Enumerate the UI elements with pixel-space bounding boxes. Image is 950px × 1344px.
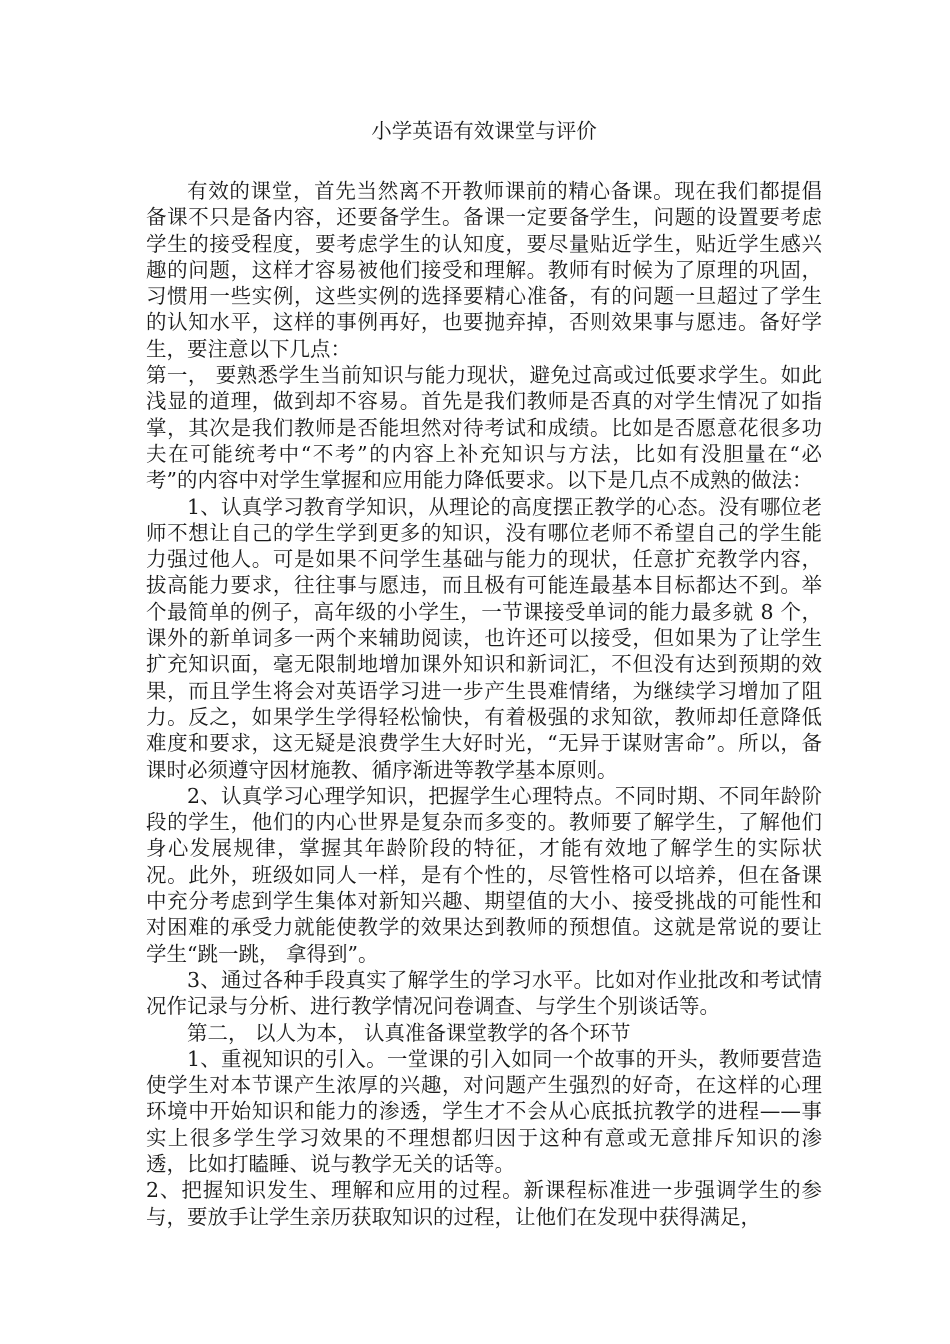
document-body (146, 178, 822, 1230)
document-title: 小学英语有效课堂与评价 (371, 119, 597, 143)
body-paragraph: 1、认真学习教育学知识，从理论的高度摆正教学的心态。没有哪位老师不想让自己的学生学到更多的知识，没有哪位老师不希望自己的学生能力强过他人。可是如果不问学生基础与能力的现状，任意扩充教学内容，拔高能力要求，往往事与愿违，而且极有可能连最基本目标都达不到。举个最简单的例子，高年级的小学生，一节课接受单词的能力最多就 8 个，课外的新单词多一两个来辅助阅读，也许还可以接受，但如果为了让学生扩充知识面，毫无限制地增加课外知识和新词汇，不但没有达到预期的效果，而且学生将会对英语学习进一步产生畏难情绪，为继续学习增加了阻力。反之，如果学生学得轻松愉快，有着极强的求知欲，教师却任意降低难度和要求，这无疑是浪费学生大好时光，“无异于谋财害命”。所以，备课时必须遵守因材施教、循序渐进等教学基本原则。 (146, 494, 822, 782)
body-paragraph: 第二， 以人为本， 认真准备课堂教学的各个环节 (187, 1020, 631, 1045)
body-paragraph: 有效的课堂，首先当然离不开教师课前的精心备课。现在我们都提倡备课不只是备内容，还要备学生。备课一定要备学生，问题的设置要考虑学生的接受程度，要考虑学生的认知度，要尽量贴近学生，贴近学生感兴趣的问题，这样才容易被他们接受和理解。教师有时候为了原理的巩固，习惯用一些实例，这些实例的选择要精心准备，有的问题一旦超过了学生的认知水平，这样的事例再好，也要抛弃掉，否则效果事与愿违。备好学生，要注意以下几点： (146, 179, 822, 361)
document-page (146, 118, 822, 1230)
body-paragraph: 第一， 要熟悉学生当前知识与能力现状，避免过高或过低要求学生。如此浅显的道理，做到却不容易。首先是我们教师是否真的对学生情况了如指掌，其次是我们教师是否能坦然对待考试和成绩。比如是否愿意花很多功夫在可能统考中“不考”的内容上补充知识与方法，比如有没胆量在“必考”的内容中对学生掌握和应用能力降低要求。以下是几点不成熟的做法： (146, 363, 822, 493)
body-paragraph: 2、把握知识发生、理解和应用的过程。新课程标准进一步强调学生的参与，要放手让学生亲历获取知识的过程，让他们在发现中获得满足， (146, 1178, 822, 1229)
body-paragraph: 1、重视知识的引入。一堂课的引入如同一个故事的开头，教师要营造使学生对本节课产生浓厚的兴趣，对问题产生强烈的好奇，在这样的心理环境中开始知识和能力的渗透，学生才不会从心底抵抗教学的进程——事实上很多学生学习效果的不理想都归因于这种有意或无意排斥知识的渗透，比如打瞌睡、说与教学无关的话等。 (146, 1046, 822, 1176)
body-paragraph: 2、认真学习心理学知识，把握学生心理特点。不同时期、不同年龄阶段的学生，他们的内心世界是复杂而多变的。教师要了解学生，了解他们身心发展规律，掌握其年龄阶段的特征，才能有效地了解学生的实际状况。此外，班级如同人一样，是有个性的，尽管性格可以培养，但在备课中充分考虑到学生集体对新知兴趣、期望值的大小、接受挑战的可能性和对困难的承受力就能使教学的效果达到教师的预想值。这就是常说的要让学生“跳一跳， 拿得到”。 (146, 783, 822, 966)
body-paragraph: 3、通过各种手段真实了解学生的学习水平。比如对作业批改和考试情况作记录与分析、进行教学情况问卷调查、与学生个别谈话等。 (146, 967, 822, 1019)
